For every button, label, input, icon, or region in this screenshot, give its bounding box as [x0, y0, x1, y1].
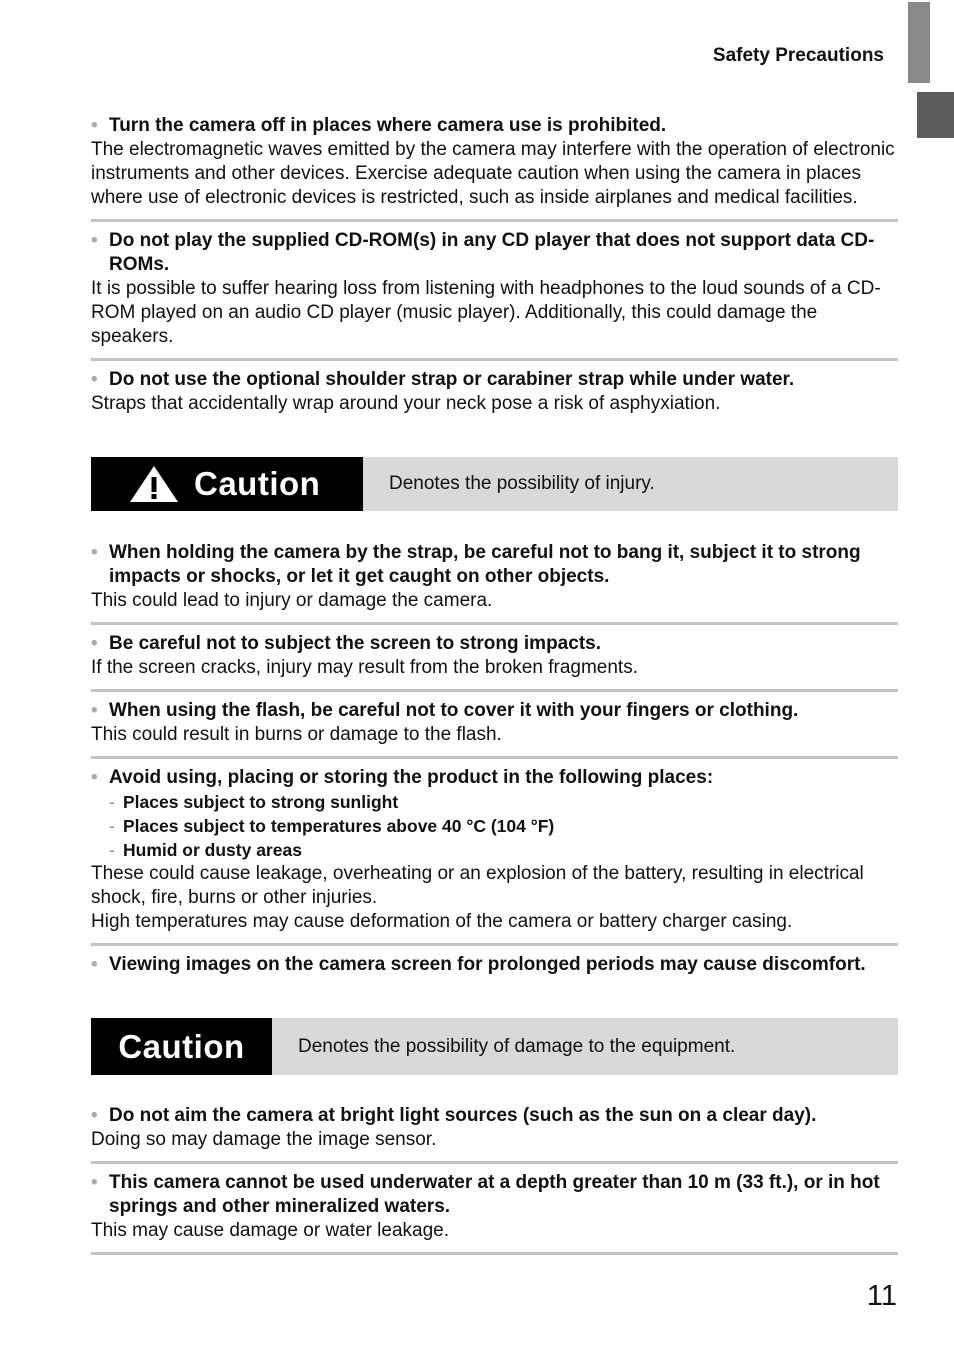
dash-icon: - — [109, 840, 115, 860]
bullet-icon: • — [91, 115, 98, 136]
caution-equipment-title: Caution — [118, 1027, 245, 1065]
precaution-heading: Be careful not to subject the screen to strong impacts. — [109, 633, 601, 654]
precaution-heading: Do not use the optional shoulder strap or carabiner strap while under water. — [109, 369, 795, 390]
precaution-body: It is possible to suffer hearing loss from listening with headphones to the loud sounds of a CD-ROM played on an audio CD player (music player). Additionally, this could damage the speakers. — [91, 278, 881, 347]
dash-icon: - — [109, 792, 115, 812]
precaution-item — [91, 953, 898, 977]
precaution-item — [91, 229, 898, 361]
bullet-icon: • — [91, 767, 98, 788]
precaution-body: This could result in burns or damage to the flash. — [91, 724, 502, 745]
precaution-body: Straps that accidentally wrap around your neck pose a risk of asphyxiation. — [91, 393, 721, 414]
precaution-item — [91, 632, 898, 692]
chapter-side-tab — [917, 92, 954, 138]
bullet-icon: • — [91, 542, 98, 563]
precaution-heading: When using the flash, be careful not to cover it with your fingers or clothing. — [109, 700, 799, 721]
location-subitem — [91, 814, 898, 838]
precaution-heading: Do not play the supplied CD-ROM(s) in any CD player that does not support data CD-ROMs. — [109, 230, 875, 275]
caution-equipment-banner — [91, 1018, 898, 1075]
precaution-item — [91, 699, 898, 759]
precaution-item — [91, 766, 898, 946]
location-subitem-text: Places subject to strong sunlight — [123, 792, 399, 812]
bullet-icon: • — [91, 1172, 98, 1193]
precaution-body: This may cause damage or water leakage. — [91, 1220, 450, 1241]
caution-equipment-label-box — [91, 1018, 272, 1075]
caution-injury-description: Denotes the possibility of injury. — [389, 473, 655, 494]
bullet-icon: • — [91, 633, 98, 654]
dash-icon: - — [109, 816, 115, 836]
precaution-heading: Viewing images on the camera screen for prolonged periods may cause discomfort. — [109, 954, 866, 975]
location-subitem-text: Humid or dusty areas — [123, 840, 302, 860]
precaution-heading: This camera cannot be used underwater at a depth greater than 10 m (33 ft.), or in hot springs and other mineralized waters. — [109, 1172, 880, 1217]
bullet-icon: • — [91, 1105, 98, 1126]
precaution-body: This could lead to injury or damage the camera. — [91, 590, 493, 611]
caution-injury-banner — [91, 457, 898, 511]
running-header: Safety Precautions — [712, 45, 884, 66]
location-subitem — [91, 790, 898, 814]
chapter-tab-marker — [908, 2, 930, 83]
warning-triangle-icon — [128, 464, 180, 504]
caution-injury-title: Caution — [194, 465, 321, 502]
bullet-icon: • — [91, 369, 98, 390]
page-number: 11 — [866, 1280, 897, 1312]
location-subitem — [91, 838, 898, 862]
precaution-item — [91, 1171, 898, 1255]
bullet-icon: • — [91, 954, 98, 975]
precaution-item — [91, 114, 898, 222]
precaution-item — [91, 541, 898, 625]
precaution-body: These could cause leakage, overheating or an explosion of the battery, resulting in electrical shock, fire, burns or other injuries. — [91, 863, 864, 908]
precaution-heading: Do not aim the camera at bright light sources (such as the sun on a clear day). — [109, 1105, 817, 1126]
precaution-body: If the screen cracks, injury may result from the broken fragments. — [91, 657, 638, 678]
precaution-item — [91, 368, 898, 416]
bullet-icon: • — [91, 230, 98, 251]
precaution-body: The electromagnetic waves emitted by the camera may interfere with the operation of electronic instruments and other devices. Exercise adequate caution when using the camera in places where use of electronic devices is restricted, such as inside airplanes and medical facilities. — [91, 139, 895, 208]
location-subitem-text: Places subject to temperatures above 40 °C (104 °F) — [123, 816, 555, 836]
precaution-heading: Avoid using, placing or storing the product in the following places: — [109, 767, 714, 788]
precaution-heading: When holding the camera by the strap, be careful not to bang it, subject it to strong impacts or shocks, or let it get caught on other objects. — [109, 542, 861, 587]
caution-injury-label-box — [91, 457, 363, 511]
precaution-item — [91, 1104, 898, 1164]
page-content — [91, 114, 898, 1262]
caution-equipment-description: Denotes the possibility of damage to the equipment. — [298, 1035, 736, 1057]
precaution-body-extra: High temperatures may cause deformation of the camera or battery charger casing. — [91, 911, 793, 932]
bullet-icon: • — [91, 700, 98, 721]
precaution-body: Doing so may damage the image sensor. — [91, 1129, 437, 1150]
precaution-heading: Turn the camera off in places where camera use is prohibited. — [109, 115, 667, 136]
